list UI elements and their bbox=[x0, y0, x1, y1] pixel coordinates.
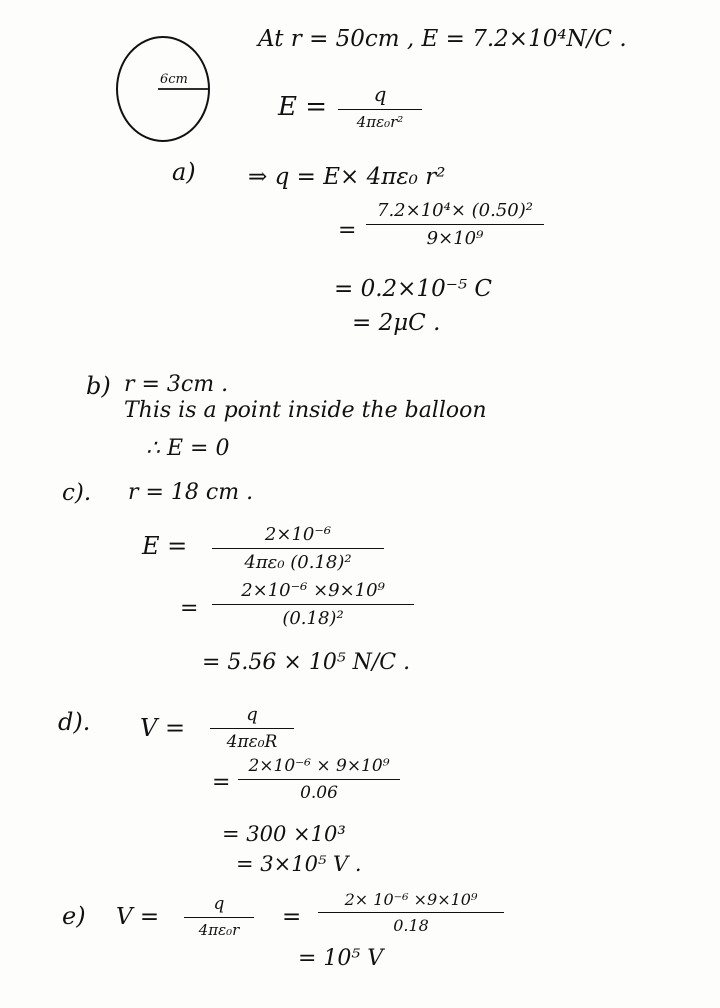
part-c-fraction-1 bbox=[212, 524, 384, 573]
part-a-denominator: 9×10⁹ bbox=[426, 228, 484, 249]
fraction-bar bbox=[212, 548, 384, 549]
part-e-denominator-2: 0.18 bbox=[393, 916, 429, 935]
fraction-bar bbox=[212, 604, 414, 605]
part-e-fraction-1 bbox=[184, 894, 254, 939]
part-c-denominator-1: 4πε₀ (0.18)² bbox=[244, 552, 352, 573]
part-e-denominator-1: 4πε₀r bbox=[198, 921, 240, 939]
part-c-line3-eq: = bbox=[180, 596, 199, 621]
part-d-line4: = 3×10⁵ V . bbox=[236, 852, 362, 876]
part-d-denominator-1: 4πε₀R bbox=[226, 732, 278, 752]
formula-fraction bbox=[338, 82, 422, 131]
part-c-line2-lhs: E = bbox=[142, 532, 188, 560]
radius-label: 6cm bbox=[160, 72, 188, 87]
part-e-fraction-2 bbox=[318, 890, 504, 935]
part-c-numerator-1: 2×10⁻⁶ bbox=[264, 524, 332, 545]
fraction-bar bbox=[238, 779, 400, 780]
part-b-line3: ∴ E = 0 bbox=[146, 436, 230, 461]
part-a-fraction bbox=[366, 200, 544, 249]
part-e-numerator-1: q bbox=[213, 894, 225, 914]
formula-numerator: q bbox=[373, 82, 387, 106]
part-b-label: b) bbox=[86, 372, 111, 400]
fraction-bar bbox=[210, 728, 294, 729]
part-d-numerator-1: q bbox=[246, 704, 258, 725]
part-a-line4: = 2μC . bbox=[352, 310, 441, 336]
part-a-numerator: 7.2×10⁴× (0.50)² bbox=[377, 200, 533, 221]
part-e-result: = 10⁵ V bbox=[298, 946, 384, 971]
part-a-line3: = 0.2×10⁻⁵ C bbox=[334, 276, 492, 302]
part-c-denominator-2: (0.18)² bbox=[282, 608, 344, 629]
formula-lhs: E = bbox=[278, 92, 328, 122]
formula-denominator: 4πε₀r² bbox=[356, 113, 404, 131]
fraction-bar bbox=[318, 912, 504, 913]
part-c-label: c). bbox=[62, 480, 92, 506]
part-c-line1: r = 18 cm . bbox=[128, 480, 254, 505]
given-statement: At r = 50cm , E = 7.2×10⁴N/C . bbox=[258, 26, 627, 52]
part-d-line2-eq: = bbox=[212, 770, 231, 795]
part-e-lhs: V = bbox=[116, 904, 160, 930]
part-d-line1-lhs: V = bbox=[140, 714, 186, 742]
part-d-numerator-2: 2×10⁻⁶ × 9×10⁹ bbox=[248, 756, 390, 776]
part-e-eq2: = bbox=[282, 904, 302, 930]
part-b-line2: This is a point inside the balloon bbox=[124, 398, 487, 423]
part-c-line4: = 5.56 × 10⁵ N/C . bbox=[202, 650, 411, 675]
part-e-numerator-2: 2× 10⁻⁶ ×9×10⁹ bbox=[344, 890, 478, 909]
part-e-label: e) bbox=[62, 902, 86, 930]
fraction-bar bbox=[338, 109, 422, 110]
fraction-bar bbox=[366, 224, 544, 225]
part-d-line3: = 300 ×10³ bbox=[222, 822, 346, 846]
part-d-denominator-2: 0.06 bbox=[300, 783, 338, 803]
part-d-fraction-2 bbox=[238, 756, 400, 803]
part-c-numerator-2: 2×10⁻⁶ ×9×10⁹ bbox=[241, 580, 385, 601]
part-d-fraction-1 bbox=[210, 704, 294, 752]
part-a-line2-eq: = bbox=[338, 218, 357, 243]
part-b-line1: r = 3cm . bbox=[124, 372, 229, 397]
part-c-fraction-2 bbox=[212, 580, 414, 629]
part-d-label: d). bbox=[58, 708, 91, 736]
fraction-bar bbox=[184, 917, 254, 918]
part-a-line1: ⇒ q = E× 4πε₀ r² bbox=[248, 164, 446, 190]
part-a-label: a) bbox=[172, 158, 196, 186]
